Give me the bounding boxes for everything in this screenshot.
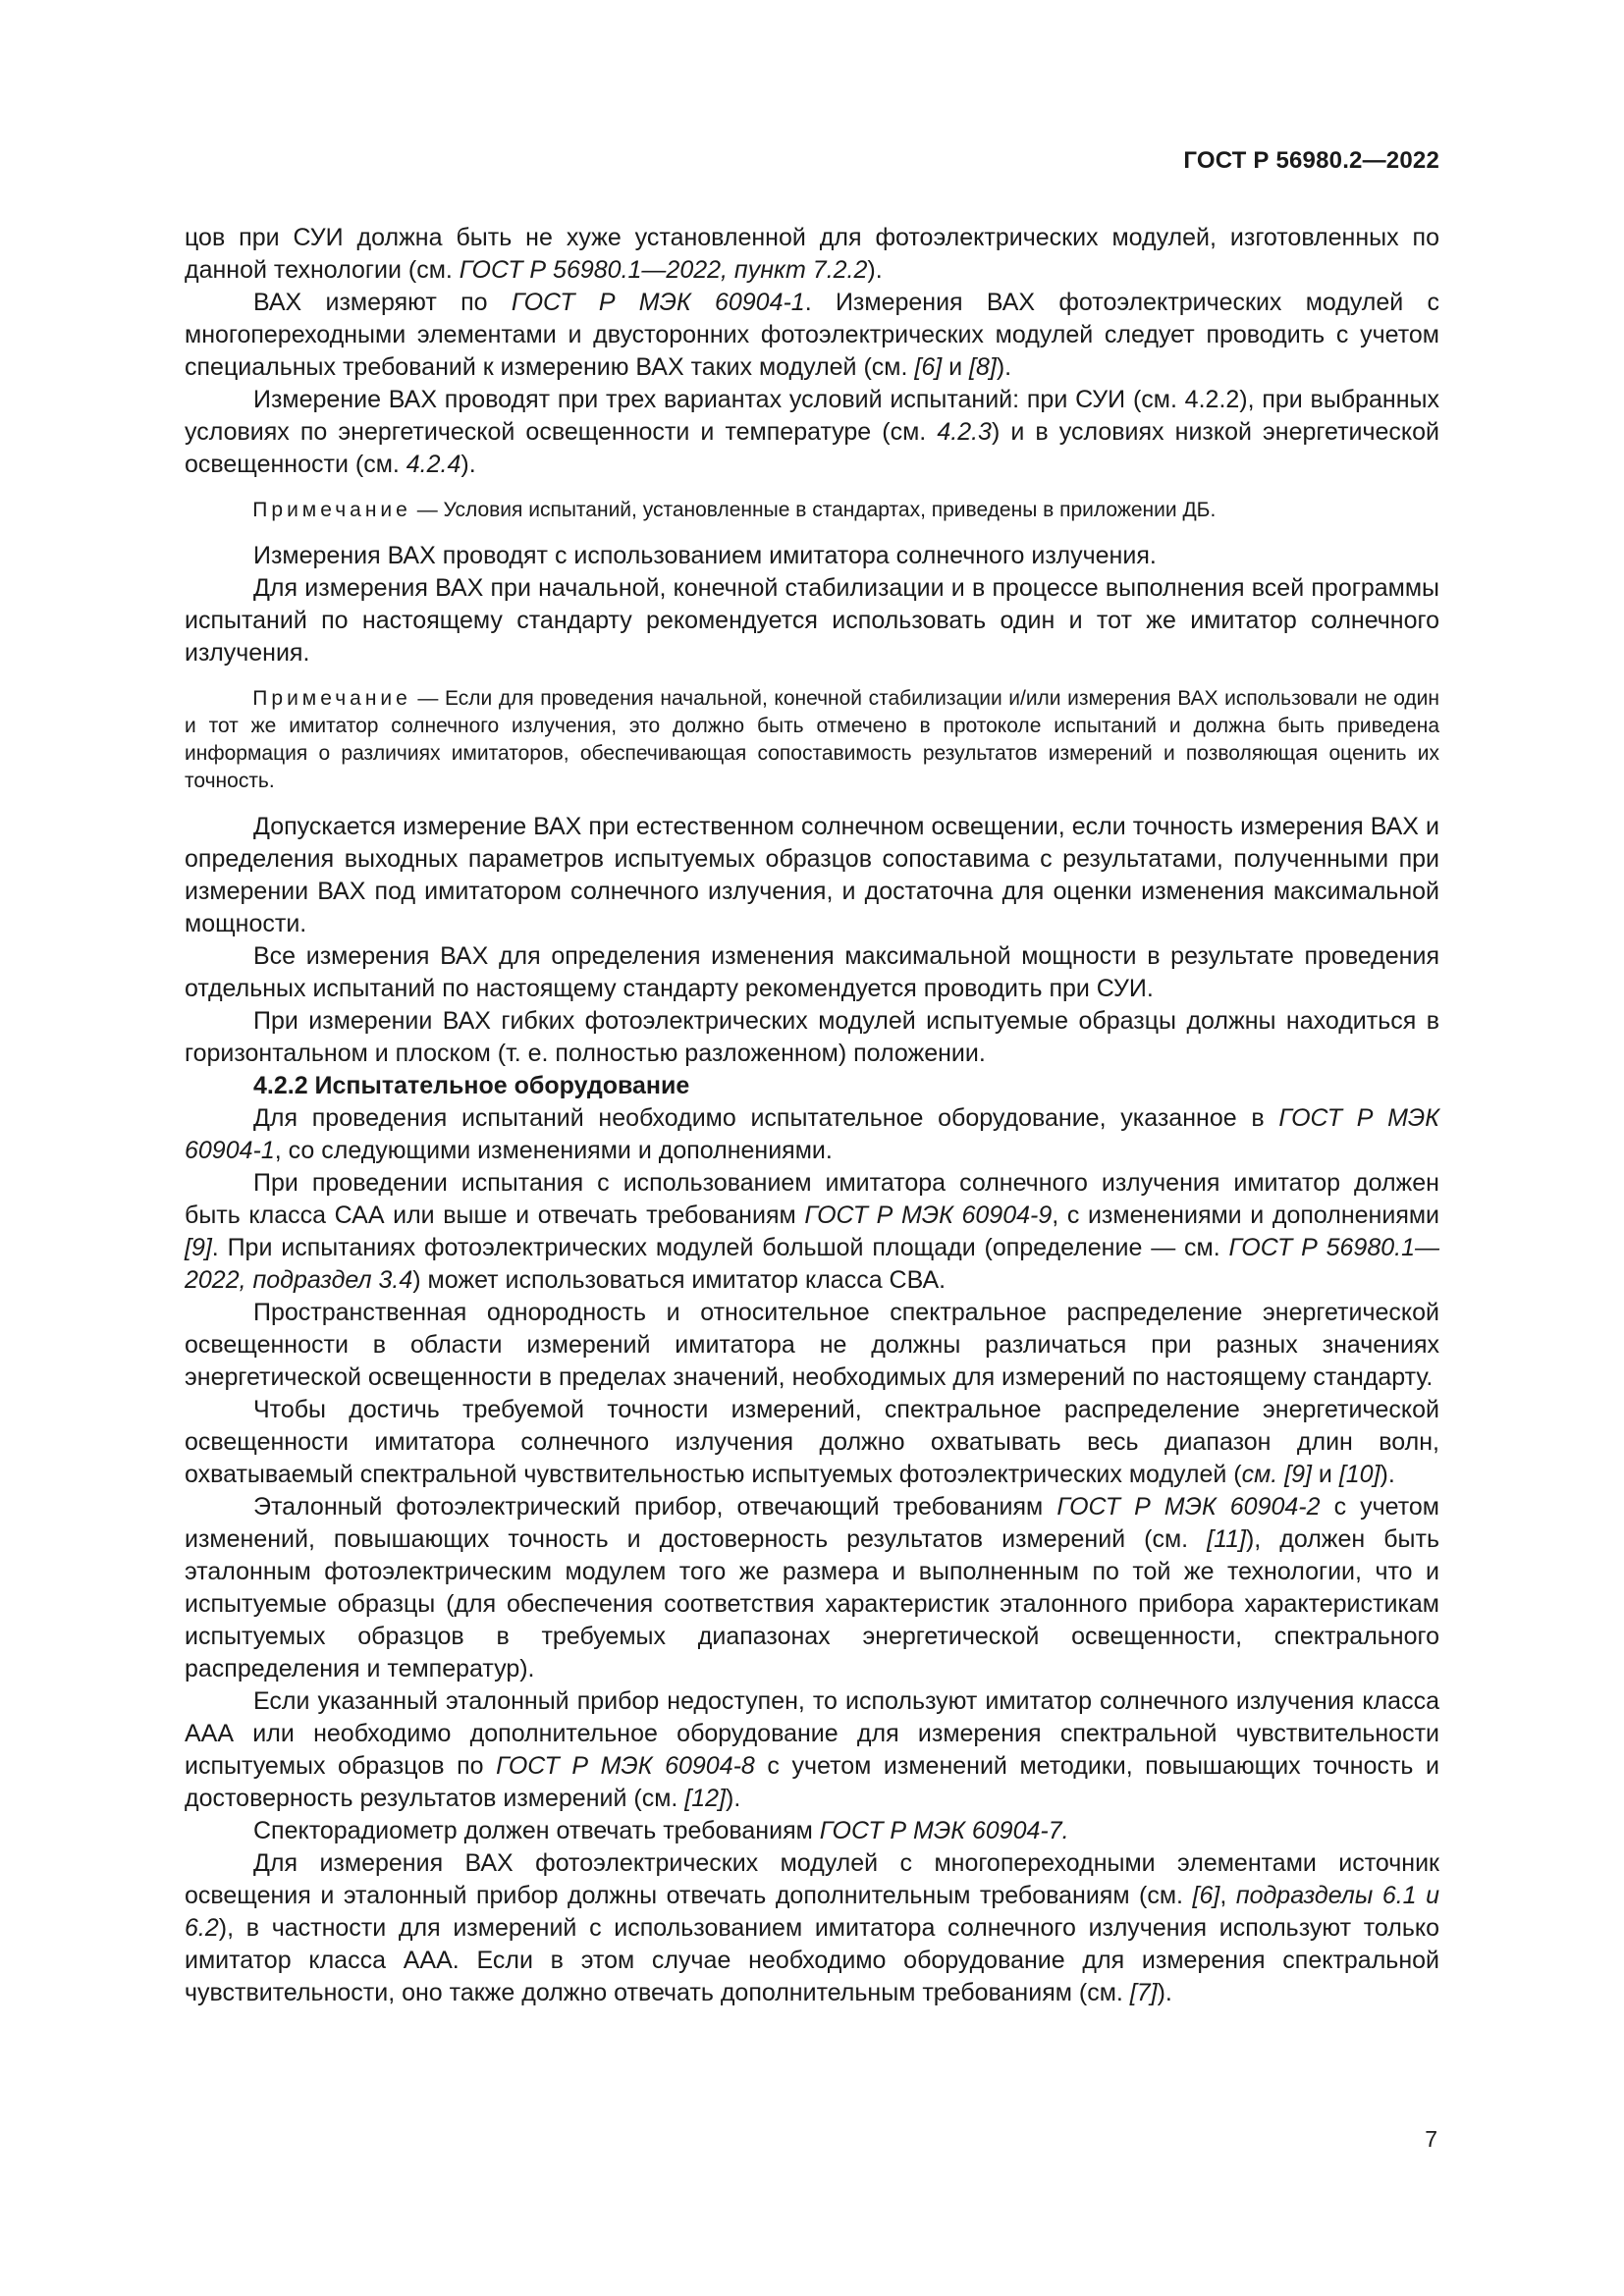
note bbox=[185, 497, 1439, 524]
paragraph-text: Измерения ВАХ проводят с использованием имитатора солнечного излучения. bbox=[253, 542, 1157, 569]
paragraph-text: ) и в условиях низкой энергетической освещенности (см. bbox=[185, 418, 1439, 478]
reference-text: см. [9] bbox=[1241, 1461, 1312, 1488]
section-heading: 4.2.2 Испытательное оборудование bbox=[253, 1072, 690, 1099]
paragraph-text: Для измерения ВАХ фотоэлектрических модулей с многопереходными элементами источник освещения и эталонный прибор должны отвечать дополнительным требованиям (см. bbox=[185, 1849, 1439, 1909]
paragraph-text: Для проведения испытаний необходимо испытательное оборудование, указанное в bbox=[253, 1104, 1279, 1132]
note-label: Примечание bbox=[252, 499, 411, 521]
paragraph bbox=[185, 1685, 1439, 1815]
paragraph bbox=[185, 811, 1439, 940]
reference-text: ГОСТ Р 56980.1—2022, пункт 7.2.2 bbox=[459, 256, 868, 284]
reference-text: ГОСТ Р МЭК 60904-8 bbox=[496, 1752, 755, 1780]
reference-text: ГОСТ Р МЭК 60904-2 bbox=[1056, 1493, 1321, 1521]
paragraph-text: ВАХ измеряют по bbox=[253, 289, 512, 316]
paragraph-text: Пространственная однородность и относительное спектральное распределение энергетической освещенности в области измерений имитатора не должны различаться при разных значениях энергетической освещенности в пределах значений, необходимых для измерений по настоящему стандарту. bbox=[185, 1299, 1439, 1391]
document-header: ГОСТ Р 56980.2—2022 bbox=[1183, 147, 1439, 174]
page-number: 7 bbox=[1425, 2126, 1437, 2152]
reference-text: ГОСТ Р МЭК 60904-9 bbox=[804, 1201, 1053, 1229]
note-label: Примечание bbox=[252, 687, 411, 710]
paragraph-text: с учетом изменений методики, повышающих точность и достоверность результатов измерений (см. bbox=[185, 1752, 1439, 1812]
reference-text: 4.2.3 bbox=[937, 418, 992, 446]
reference-text: [7] bbox=[1129, 1979, 1158, 2006]
paragraph bbox=[185, 1297, 1439, 1394]
reference-text: [10] bbox=[1338, 1461, 1380, 1488]
paragraph-text: ). bbox=[1157, 1979, 1172, 2006]
note-text: — Если для проведения начальной, конечной стабилизации и/или измерения ВАХ использовали не один и тот же имитатор солнечного излучения, это должно быть отмечено в протоколе испытаний и должна быть приведена информация о различиях имитаторов, обеспечивающая сопоставимость результатов измерений и позволяющая оценить их точность. bbox=[185, 687, 1439, 792]
reference-text: [11] bbox=[1207, 1525, 1246, 1553]
paragraph bbox=[185, 1491, 1439, 1685]
paragraph bbox=[185, 1102, 1439, 1167]
paragraph-text: ) может использоваться имитатор класса СВА. bbox=[412, 1266, 947, 1294]
paragraph-text: При проведении испытания с использованием имитатора солнечного излучения имитатор должен быть класса САА или выше и отвечать требованиям bbox=[185, 1169, 1439, 1229]
paragraph bbox=[185, 540, 1439, 572]
reference-text: ГОСТ Р МЭК 60904-1 bbox=[511, 289, 805, 316]
reference-text: [6] bbox=[914, 353, 943, 381]
reference-text: подразделы 6.1 и 6.2 bbox=[185, 1882, 1440, 1942]
paragraph-text: ). bbox=[996, 353, 1012, 381]
reference-text: 4.2.4 bbox=[406, 451, 461, 478]
paragraph-text: ). bbox=[1380, 1461, 1395, 1488]
paragraph-text: ). bbox=[460, 451, 476, 478]
paragraph-text: , с изменениями и дополнениями bbox=[1052, 1201, 1440, 1229]
paragraph-text: Для измерения ВАХ при начальной, конечной стабилизации и в процессе выполнения всей программы испытаний по настоящему стандарту рекомендуется использовать один и тот же имитатор солнечного излучения. bbox=[185, 574, 1439, 667]
note-text: — Условия испытаний, установленные в стандартах, приведены в приложении ДБ. bbox=[410, 499, 1217, 521]
note bbox=[185, 685, 1439, 795]
paragraph bbox=[185, 940, 1439, 1005]
paragraph bbox=[185, 1167, 1439, 1297]
paragraph-text: ), должен быть эталонным фотоэлектрическим модулем того же размера и выполненным по той же технологии, что и испытуемые образцы (для обеспечения соответствия характеристик эталонного прибора характеристикам испытуемых образцов в требуемых диапазонах энергетической освещенности, спектрального распределения и температур). bbox=[185, 1525, 1440, 1682]
paragraph-text: . Измерения ВАХ фотоэлектрических модулей с многопереходными элементами и двусторонних фотоэлектрических модулей следует проводить с учетом специальных требований к измерению ВАХ таких модулей (см. bbox=[185, 289, 1440, 381]
document-body bbox=[185, 222, 1439, 2009]
paragraph bbox=[185, 1815, 1439, 1847]
paragraph-text: цов при СУИ должна быть не хуже установленной для фотоэлектрических модулей, изготовленных по данной технологии (см. bbox=[185, 224, 1439, 284]
paragraph-text: . При испытаниях фотоэлектрических модулей большой площади (определение — см. bbox=[211, 1234, 1229, 1261]
paragraph-text: и bbox=[942, 353, 970, 381]
paragraph-text: Измерение ВАХ проводят при трех вариантах условий испытаний: при СУИ (см. 4.2.2), при выбранных условиях по энергетической освещенности и температуре (см. bbox=[185, 386, 1439, 446]
reference-text: [6] bbox=[1192, 1882, 1220, 1909]
paragraph-text: Спекторадиометр должен отвечать требованиям bbox=[253, 1817, 820, 1844]
paragraph-text: Допускается измерение ВАХ при естественном солнечном освещении, если точность измерения ВАХ и определения выходных параметров испытуемых образцов сопоставима с результатами, полученными при измерении ВАХ под имитатором солнечного излучения, и достаточна для оценки изменения максимальной мощности. bbox=[185, 813, 1439, 937]
paragraph bbox=[185, 1005, 1439, 1070]
reference-text: [8] bbox=[969, 353, 997, 381]
paragraph bbox=[185, 287, 1439, 384]
paragraph-text: ). bbox=[867, 256, 883, 284]
paragraph bbox=[185, 222, 1439, 287]
paragraph-text: Все измерения ВАХ для определения изменения максимальной мощности в результате проведения отдельных испытаний по настоящему стандарту рекомендуется проводить при СУИ. bbox=[185, 942, 1439, 1002]
paragraph-text: При измерении ВАХ гибких фотоэлектрических модулей испытуемые образцы должны находиться в горизонтальном и плоском (т. е. полностью разложенном) положении. bbox=[185, 1007, 1439, 1067]
paragraph bbox=[185, 1847, 1439, 2009]
paragraph-text: ), в частности для измерений с использованием имитатора солнечного излучения используют только имитатор класса ААА. Если в этом случае необходимо оборудование для измерения спектральной чувствительности, оно также должно отвечать дополнительным требованиям (см. bbox=[185, 1914, 1439, 2006]
reference-text: ГОСТ Р МЭК 60904-7. bbox=[819, 1817, 1069, 1844]
paragraph-text: Если указанный эталонный прибор недоступен, то используют имитатор солнечного излучения класса ААА или необходимо дополнительное оборудование для измерения спектральной чувствительности испытуемых образцов по bbox=[185, 1687, 1439, 1780]
paragraph-text: с учетом изменений, повышающих точность и достоверность результатов измерений (см. bbox=[185, 1493, 1439, 1553]
paragraph-text: , со следующими изменениями и дополнениями. bbox=[274, 1137, 833, 1164]
paragraph-text: и bbox=[1311, 1461, 1339, 1488]
reference-text: ГОСТ Р 56980.1—2022, подраздел 3.4 bbox=[185, 1234, 1439, 1294]
paragraph-text: , bbox=[1219, 1882, 1236, 1909]
paragraph-text: ). bbox=[726, 1785, 741, 1812]
reference-text: ГОСТ Р МЭК 60904-1 bbox=[185, 1104, 1439, 1164]
paragraph-text: Чтобы достичь требуемой точности измерений, спектральное распределение энергетической освещенности имитатора солнечного излучения должно охватывать весь диапазон длин волн, охватываемый спектральной чувствительностью испытуемых фотоэлектрических модулей ( bbox=[185, 1396, 1439, 1488]
reference-text: [9] bbox=[185, 1234, 212, 1261]
paragraph bbox=[185, 384, 1439, 481]
paragraph bbox=[185, 1394, 1439, 1491]
paragraph bbox=[185, 572, 1439, 669]
reference-text: [12] bbox=[684, 1785, 726, 1812]
paragraph-text: Эталонный фотоэлектрический прибор, отвечающий требованиям bbox=[253, 1493, 1057, 1521]
